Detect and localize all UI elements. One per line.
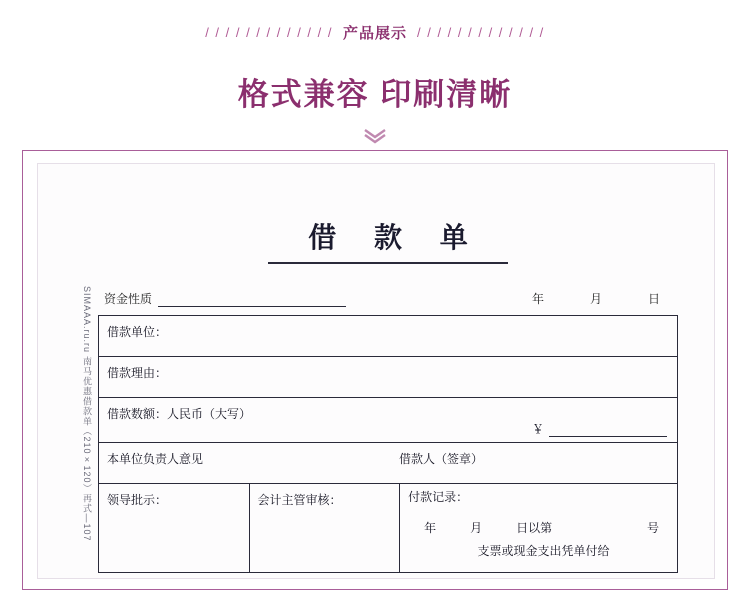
currency-symbol: ￥ xyxy=(531,422,544,436)
payment-record-label: 付款记录： xyxy=(408,490,469,504)
borrowing-reason-label: 借款理由： xyxy=(107,366,168,380)
promo-kicker-text: 产品展示 xyxy=(342,25,407,42)
table-row xyxy=(99,443,678,484)
promo-header xyxy=(0,0,750,148)
voucher-date-group xyxy=(532,290,674,307)
voucher-title-underline xyxy=(268,262,508,264)
accountant-review-label: 会计主管审核： xyxy=(257,493,342,507)
showcase-inner-border xyxy=(37,163,715,579)
payment-note: 支票或现金支出凭单付给 xyxy=(477,544,610,559)
accountant-review-cell[interactable] xyxy=(249,484,400,573)
fund-nature-label: 资金性质 xyxy=(104,292,153,306)
date-year-label: 年 xyxy=(531,292,544,306)
slash-decoration-left: / / / / / / / / / / / / / xyxy=(205,25,333,40)
borrowing-amount-cell[interactable] xyxy=(99,398,678,443)
date-day-label: 日 xyxy=(647,292,660,306)
date-month-label: 月 xyxy=(589,292,602,306)
leader-instruction-label: 领导批示： xyxy=(107,493,168,507)
voucher-title: 借 款 单 xyxy=(308,221,482,254)
table-row xyxy=(99,484,678,573)
page-title: 格式兼容 印刷清晰 xyxy=(237,77,513,112)
table-row xyxy=(99,398,678,443)
payment-month-label: 月 xyxy=(470,521,483,536)
voucher-document xyxy=(82,190,678,559)
payment-year-label: 年 xyxy=(424,521,437,536)
slash-decoration-right: / / / / / / / / / / / / / xyxy=(417,25,545,40)
payment-date-line xyxy=(408,522,669,535)
leader-instruction-cell[interactable] xyxy=(99,484,250,573)
borrowing-unit-cell[interactable] xyxy=(99,316,678,357)
chevron-down-icon xyxy=(0,128,750,148)
responsible-opinion-cell[interactable] xyxy=(99,443,678,484)
voucher-meta-row xyxy=(98,290,678,307)
borrower-signature-label: 借款人（签章） xyxy=(399,452,484,466)
responsible-opinion-label: 本单位负责人意见 xyxy=(107,452,204,466)
table-row xyxy=(99,357,678,398)
amount-currency-group xyxy=(532,420,667,437)
chevron-down-svg xyxy=(362,128,388,144)
payment-day-label: 日以第 xyxy=(516,521,553,536)
promo-kicker xyxy=(0,22,750,43)
fund-nature-input[interactable] xyxy=(158,293,346,307)
showcase-frame xyxy=(22,150,728,590)
borrowing-unit-label: 借款单位： xyxy=(107,325,168,339)
voucher-side-label: SIMAAA.ru.ru 南马优惠借款单（210×120）再式—107 xyxy=(82,286,92,542)
borrowing-reason-cell[interactable] xyxy=(99,357,678,398)
payment-record-cell[interactable] xyxy=(400,484,678,573)
payment-record-block xyxy=(408,491,669,559)
voucher-table xyxy=(98,315,678,573)
payment-number-label: 号 xyxy=(646,521,659,536)
table-row xyxy=(99,316,678,357)
borrowing-amount-label: 借款数额：人民币（大写） xyxy=(107,407,252,421)
amount-input[interactable] xyxy=(549,424,667,437)
